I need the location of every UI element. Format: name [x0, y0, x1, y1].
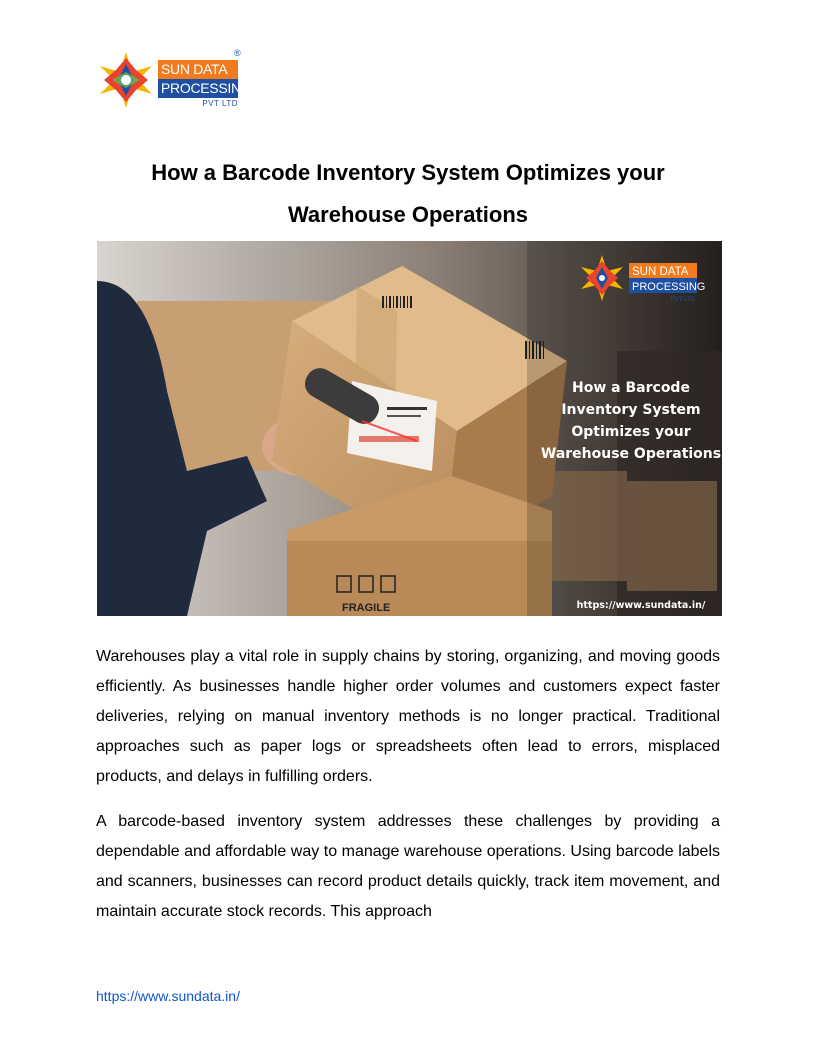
registered-mark: ®: [234, 48, 241, 58]
logo-subtitle: PVT LTD: [202, 99, 238, 108]
company-logo: [96, 48, 252, 110]
hero-headline-line-1: How a Barcode: [572, 380, 690, 396]
document-title: How a Barcode Inventory System Optimizes your Warehouse Operations: [151, 160, 665, 227]
footer-website-link[interactable]: https://www.sundata.in/: [96, 988, 240, 1004]
hero-logo-line-2: PROCESSING: [632, 281, 706, 293]
paragraph-barcode-system: A barcode-based inventory system addresses these challenges by providing a dependable and affordable way to manage warehouse operations. Using barcode labels and scanners, businesses can record product details quickly, track item movement, and maintain accurate stock records. This approach: [96, 813, 720, 920]
hero-headline-line-2: Inventory System: [561, 402, 701, 418]
box-fragile-text: FRAGILE: [342, 602, 391, 614]
hero-headline-line-3: Optimizes your: [571, 424, 691, 440]
sunburst-logo-icon: [96, 50, 156, 110]
hero-logo-sub: PVT LTD: [670, 297, 695, 303]
logo-line-2: PROCESSING: [158, 79, 238, 98]
hero-logo-line-1: SUN DATA: [632, 266, 689, 278]
hero-image: [97, 241, 722, 616]
hero-headline-line-4: Warehouse Operations: [540, 446, 722, 462]
hero-url: https://www.sundata.in/: [576, 600, 706, 611]
logo-line-1: SUN DATA: [158, 60, 238, 79]
paragraph-intro: Warehouses play a vital role in supply chains by storing, organizing, and moving goods efficiently. As businesses handle higher order volumes and customers expect faster deliveries, relying on manual inventory methods is no longer practical. Traditional approaches such as paper logs or spreadsheets often lead to errors, misplaced products, and delays in fulfilling orders.: [96, 648, 720, 785]
